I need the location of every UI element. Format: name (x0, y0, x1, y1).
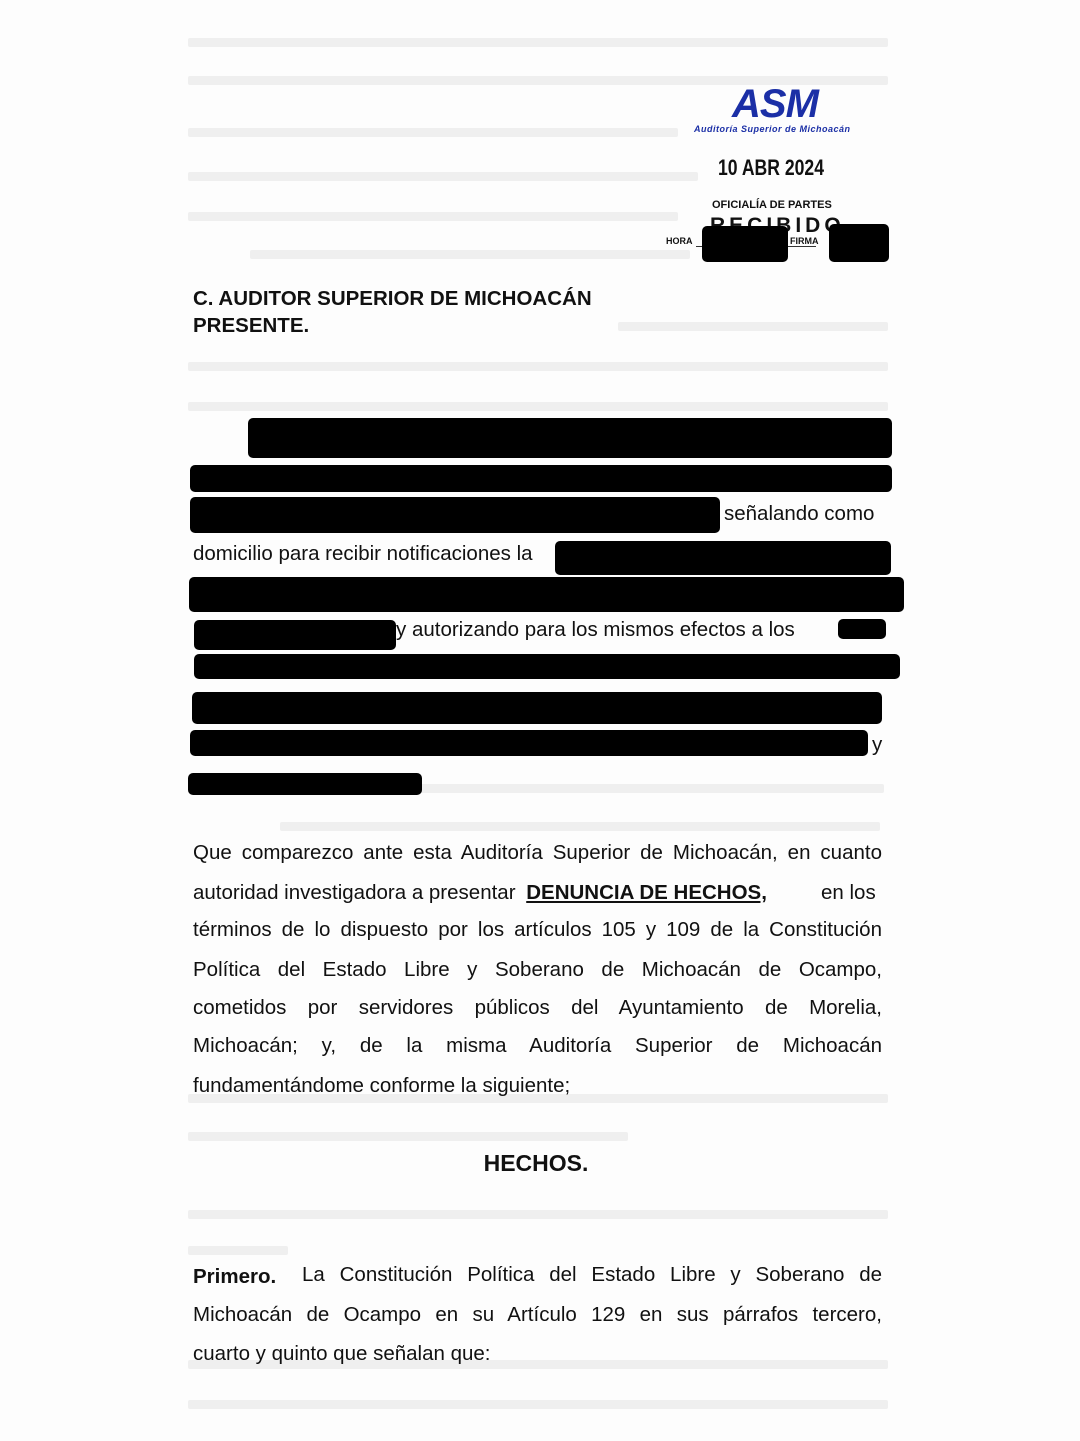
intro-fragment: señalando como (724, 502, 875, 525)
bleed-through-line (188, 38, 888, 47)
intro-fragment: y autorizando para los mismos efectos a los (396, 618, 795, 641)
denuncia-label: DENUNCIA DE HECHOS, (526, 881, 767, 904)
redaction-bar (188, 773, 422, 795)
bleed-through-line (188, 362, 888, 371)
bleed-through-line (280, 822, 880, 831)
body-line: Michoacán; y, de la misma Auditoría Superior de Michoacán (193, 1034, 882, 1057)
bleed-through-line (618, 322, 888, 331)
bleed-through-line (188, 1210, 888, 1219)
first-label: Primero. (193, 1265, 277, 1288)
body-line: Que comparezco ante esta Auditoría Superior de Michoacán, en cuanto (193, 841, 882, 864)
redaction-bar (190, 730, 868, 756)
section-title: HECHOS. (483, 1150, 589, 1176)
bleed-through-line (354, 784, 884, 793)
bleed-through-line (250, 250, 690, 259)
bleed-through-line (188, 1400, 888, 1409)
intro-fragment: domicilio para recibir notificaciones la (193, 542, 533, 565)
redaction-bar (555, 541, 891, 575)
redaction-bar (829, 224, 889, 262)
redaction-bar (189, 577, 904, 612)
bleed-through-line (188, 1132, 628, 1141)
redaction-bar (838, 619, 886, 639)
body-line: términos de lo dispuesto por los artículos 105 y 109 de la Constitución (193, 918, 882, 941)
first-line: La Constitución Política del Estado Libre y Soberano de (302, 1263, 882, 1286)
intro-fragment: y (872, 733, 883, 756)
bleed-through-line (188, 402, 888, 411)
first-line: cuarto y quinto que señalan que: (193, 1342, 491, 1365)
body-line: cometidos por servidores públicos del Ayuntamiento de Morelia, (193, 996, 882, 1019)
body-line (193, 880, 876, 906)
redaction-bar (190, 465, 892, 492)
body-text: en los (821, 881, 876, 904)
bleed-through-line (188, 212, 678, 221)
asm-subtitle: Auditoría Superior de Michoacán (694, 124, 851, 134)
redaction-bar (190, 497, 720, 533)
stamp-hour-label: HORA (666, 236, 693, 246)
stamp-date: 10 ABR 2024 (718, 155, 824, 180)
body-line: fundamentándome conforme la siguiente; (193, 1074, 571, 1097)
redaction-bar (248, 418, 892, 458)
presente: PRESENTE. (193, 314, 310, 337)
addressee: C. AUDITOR SUPERIOR DE MICHOACÁN (193, 287, 592, 310)
stamp-signature-label: FIRMA (790, 236, 819, 246)
asm-logo: ASM (732, 82, 818, 126)
bleed-through-line (188, 128, 678, 137)
redaction-bar (702, 226, 788, 262)
redaction-bar (194, 620, 396, 650)
redaction-bar (192, 692, 882, 724)
body-text: autoridad investigadora a presentar (193, 881, 516, 904)
body-line: Política del Estado Libre y Soberano de Michoacán de Ocampo, (193, 958, 882, 981)
bleed-through-line (188, 1246, 288, 1255)
first-line: Michoacán de Ocampo en su Artículo 129 en sus párrafos tercero, (193, 1303, 882, 1326)
bleed-through-line (188, 172, 698, 181)
stamp-office: OFICIALÍA DE PARTES (712, 199, 832, 211)
redaction-bar (194, 654, 900, 679)
